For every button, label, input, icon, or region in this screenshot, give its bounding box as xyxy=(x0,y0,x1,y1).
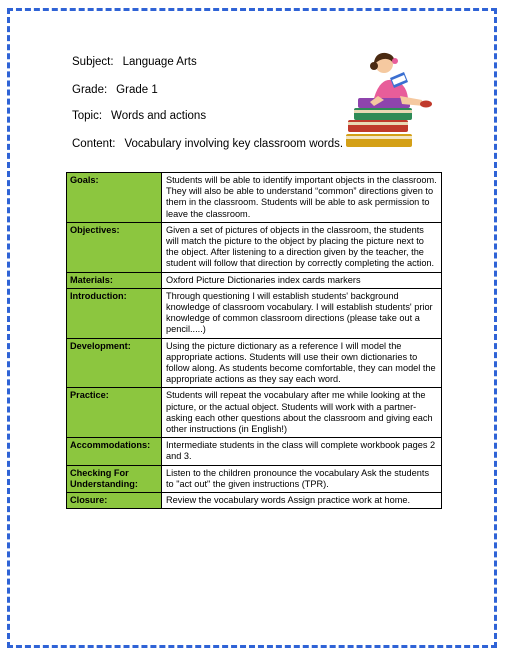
row-label: Development: xyxy=(67,338,162,388)
row-label: Materials: xyxy=(67,272,162,288)
content-line xyxy=(72,138,343,150)
topic-label: Topic: xyxy=(72,110,103,122)
row-text: Listen to the children pronounce the vocabulary Ask the students to "act out" the given instructions (TPR). xyxy=(162,465,442,492)
row-text: Using the picture dictionary as a reference I will model the appropriate actions. Students will use their own dictionaries to follow along. As students become comfortable, they can model the appropriate actions as they say each word. xyxy=(162,338,442,388)
row-label: Closure: xyxy=(67,493,162,509)
row-text: Students will be able to identify important objects in the classroom. They will also be able to understand “common” directions given to them in the classroom. Students will be able to ask permission to leave the classroom. xyxy=(162,173,442,223)
grade-line xyxy=(72,84,158,96)
content-value: Vocabulary involving key classroom words. xyxy=(124,138,344,150)
row-label: Goals: xyxy=(67,173,162,223)
table-row xyxy=(67,222,442,272)
table-row xyxy=(67,173,442,223)
row-text: Review the vocabulary words Assign practice work at home. xyxy=(162,493,442,509)
table-row xyxy=(67,338,442,388)
row-label: Accommodations: xyxy=(67,438,162,465)
table-row xyxy=(67,272,442,288)
subject-label: Subject: xyxy=(72,56,114,68)
table-row xyxy=(67,493,442,509)
row-text: Oxford Picture Dictionaries index cards markers xyxy=(162,272,442,288)
table-row xyxy=(67,465,442,492)
table-row xyxy=(67,388,442,438)
subject-line xyxy=(72,56,197,68)
girl-reading-on-books-icon xyxy=(344,50,436,150)
row-text: Given a set of pictures of objects in the classroom, the students will match the picture to the object by placing the picture next to the object. After listening to a direction given by the teacher, the student will follow that direction by correctly completing the action. xyxy=(162,222,442,272)
grade-value: Grade 1 xyxy=(116,84,158,96)
row-label: Objectives: xyxy=(67,222,162,272)
row-text: Intermediate students in the class will complete workbook pages 2 and 3. xyxy=(162,438,442,465)
subject-value: Language Arts xyxy=(122,56,197,68)
row-label: Practice: xyxy=(67,388,162,438)
table-row xyxy=(67,438,442,465)
topic-value: Words and actions xyxy=(111,110,207,122)
topic-line xyxy=(72,110,206,122)
row-text: Through questioning I will establish students' background knowledge of classroom vocabulary. I will establish students' prior knowledge of common classroom directions (please take out a pencil.....) xyxy=(162,288,442,338)
table-row xyxy=(67,288,442,338)
row-text: Students will repeat the vocabulary after me while looking at the picture, or the actual object. Students will work with a partner- asking each other questions about the classroom and giving each other instructions (in English!) xyxy=(162,388,442,438)
grade-label: Grade: xyxy=(72,84,108,96)
lesson-plan-table xyxy=(66,172,442,509)
row-label: Introduction: xyxy=(67,288,162,338)
row-label: Checking For Understanding: xyxy=(67,465,162,492)
content-label: Content: xyxy=(72,138,116,150)
